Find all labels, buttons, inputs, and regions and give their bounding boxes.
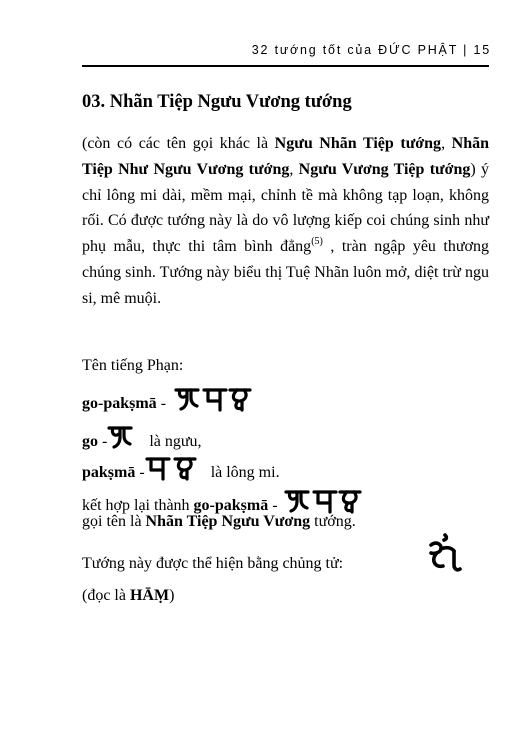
full-dash: - [156, 395, 167, 412]
combine-term: go-pakṣmā [193, 497, 269, 514]
full-term: go-pakṣmā [82, 395, 157, 412]
para-text-2: , [441, 135, 452, 152]
sanskrit-intro: Tên tiếng Phạn: [82, 357, 184, 374]
siddham-go-paksma-icon [284, 488, 362, 514]
reading-prefix: (đọc là [82, 587, 130, 604]
para-text-4: ) ý chỉ lông mi dài, mềm mại, chỉnh tề mà không tạp loạn, không rối. Có được tướng này là do vô lượng kiếp coi chúng sinh như phụ mẫu, thực thi tâm bình đẳng [82, 160, 490, 256]
header-rule [82, 65, 489, 67]
go-meaning: là ngưu, [149, 433, 202, 450]
running-header: 32 tướng tốt của ĐỨC PHẬT | 15 [251, 43, 491, 57]
siddham-go-icon [107, 424, 133, 450]
name-line [82, 513, 356, 531]
footnote-ref: (5) [311, 236, 323, 248]
siddham-ham-icon [421, 532, 463, 574]
seed-line [82, 555, 343, 573]
description-paragraph [82, 131, 489, 312]
para-text-3: , [289, 160, 299, 178]
paksma-dash: - [135, 464, 145, 481]
reading-line [82, 587, 174, 605]
alt-name-3: Ngưu Vương Tiệp tướng [298, 160, 471, 178]
paksma-meaning: là lông mi. [210, 464, 280, 481]
alt-name-2: Nhãn Tiệp Như Ngưu Vương tướng [82, 135, 490, 178]
combine-prefix: kết hợp lại thành [82, 497, 194, 514]
siddham-paksma-icon [145, 455, 197, 481]
alt-name-1: Ngưu Nhãn Tiệp tướng [274, 135, 442, 152]
combine-line [82, 488, 362, 515]
seed-label: Tướng này được thể hiện bằng chủng tử: [82, 555, 344, 572]
siddham-go-paksma-icon [174, 386, 252, 412]
go-line [82, 424, 202, 451]
go-dash: - [98, 433, 108, 450]
reading-term: HĀṂ [129, 587, 170, 604]
name-suffix: tướng. [310, 513, 356, 530]
paksma-line [82, 455, 280, 482]
name-prefix: gọi tên là [82, 513, 146, 530]
para-text-5: , tràn ngập yêu thương chúng sinh. Tướng này biểu thị Tuệ Nhãn luôn mở, diệt trừ ngu si, mê muội. [82, 238, 490, 307]
combine-dash: - [268, 497, 278, 514]
para-text-1: (còn có các tên gọi khác là [82, 135, 275, 152]
go-term: go [82, 433, 98, 450]
sanskrit-full-line [82, 386, 252, 413]
name-term: Nhãn Tiệp Ngưu Vương [145, 513, 311, 530]
section-title: 03. Nhãn Tiệp Ngưu Vương tướng [82, 92, 352, 112]
paksma-term: pakṣmā [82, 464, 136, 481]
reading-suffix: ) [169, 587, 175, 604]
